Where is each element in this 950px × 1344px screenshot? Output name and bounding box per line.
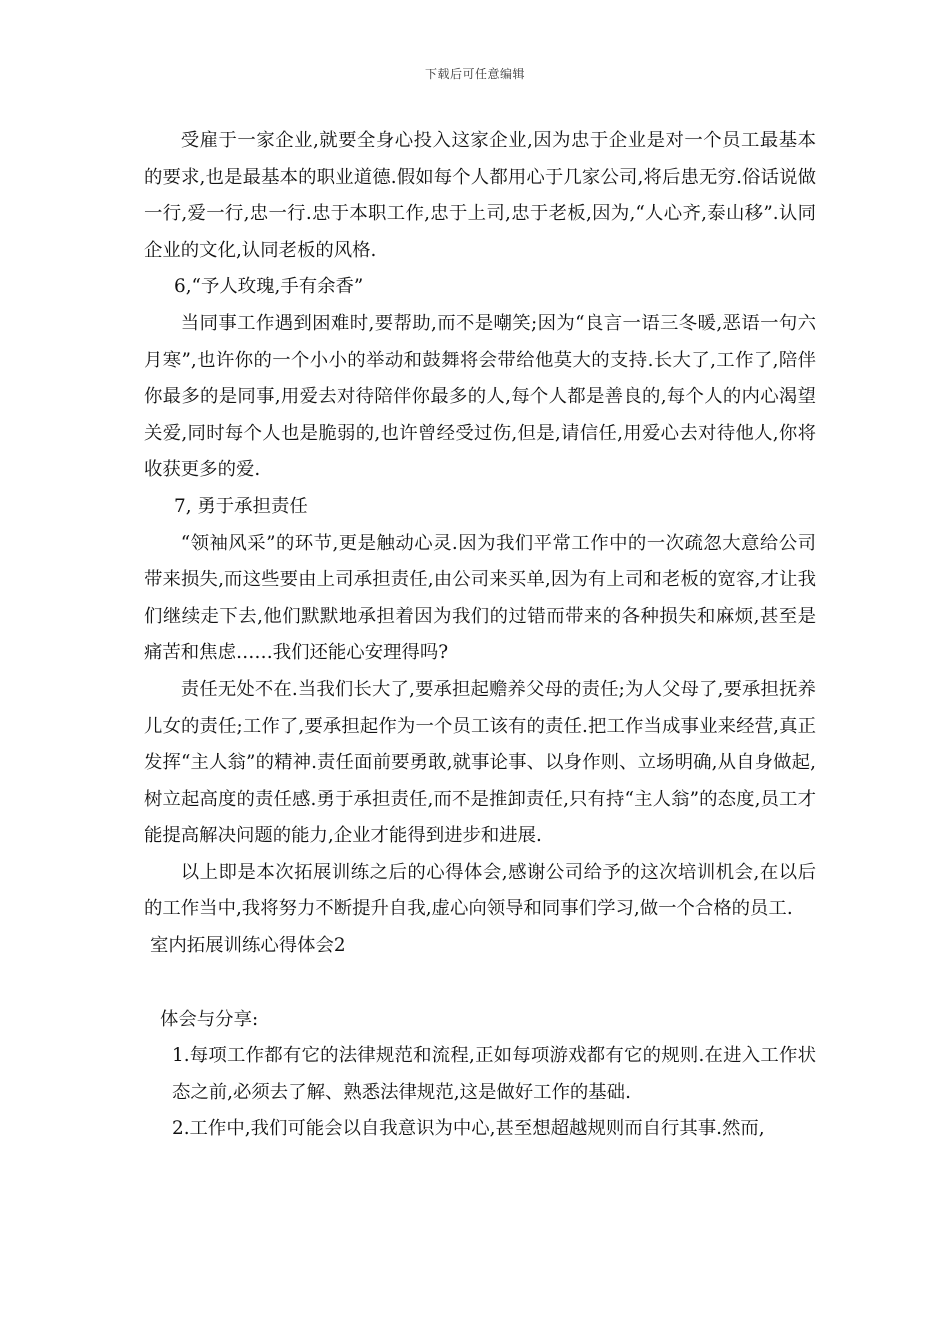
paragraph-conclusion: 以上即是本次拓展训练之后的心得体会,感谢公司给予的这次培训机会,在以后的工作当中,我将努力不断提升自我,虚心向领导和同事们学习,做一个合格的员工. bbox=[144, 861, 816, 920]
section-heading-2: 室内拓展训练心得体会2 bbox=[150, 935, 346, 957]
document-body bbox=[144, 123, 816, 1148]
list-heading-7: 7, 勇于承担责任 bbox=[174, 495, 308, 517]
paragraph-responsibility: 责任无处不在.当我们长大了,要承担起赡养父母的责任;为人父母了,要承担抚养儿女的责任;工作了,要承担起作为一个员工该有的责任.把工作当成事业来经营,真正发挥“主人翁”的精神.责任面前要勇敢,就事论事、以身作则、立场明确,从自身做起,树立起高度的责任感.勇于承担责任,而不是推卸责任,只有持“主人翁”的态度,员工才能提高解决问题的能力,企业才能得到进步和进展. bbox=[144, 678, 816, 847]
sub-heading-sharing: 体会与分享: bbox=[160, 1008, 259, 1030]
numbered-item-2: 2.工作中,我们可能会以自我意识为中心,甚至想超越规则而自行其事.然而, bbox=[172, 1118, 765, 1140]
paragraph-helping-colleagues: 当同事工作遇到困难时,要帮助,而不是嘲笑;因为“良言一语三冬暖,恶语一句六月寒”,也许你的一个小小的举动和鼓舞将会带给他莫大的支持.长大了,工作了,陪伴你最多的是同事,用爱去对待陪伴你最多的人,每个人都是善良的,每个人的内心渴望关爱,同时每个人也是脆弱的,也许曾经受过伤,但是,请信任,用爱心去对待他人,你将收获更多的爱. bbox=[144, 312, 816, 481]
page-header: 下载后可任意编辑 bbox=[424, 67, 525, 81]
numbered-item-1: 1.每项工作都有它的法律规范和流程,正如每项游戏都有它的规则.在进入工作状态之前,必须去了解、熟悉法律规范,这是做好工作的基础. bbox=[172, 1045, 816, 1103]
paragraph-loyalty: 受雇于一家企业,就要全身心投入这家企业,因为忠于企业是对一个员工最基本的要求,也是最基本的职业道德.假如每个人都用心于几家公司,将后患无穷.俗话说做一行,爱一行,忠一行.忠于本职工作,忠于上司,忠于老板,因为,“人心齐,泰山移”.认同企业的文化,认同老板的风格. bbox=[144, 130, 816, 261]
paragraph-leadership: “领袖风采”的环节,更是触动心灵.因为我们平常工作中的一次疏忽大意给公司带来损失,而这些要由上司承担责任,由公司来买单,因为有上司和老板的宽容,才让我们继续走下去,他们默默地承担着因为我们的过错而带来的各种损失和麻烦,甚至是痛苦和焦虑……我们还能心安理得吗? bbox=[144, 532, 816, 664]
list-heading-6: 6,“予人玫瑰,手有余香” bbox=[174, 276, 364, 298]
